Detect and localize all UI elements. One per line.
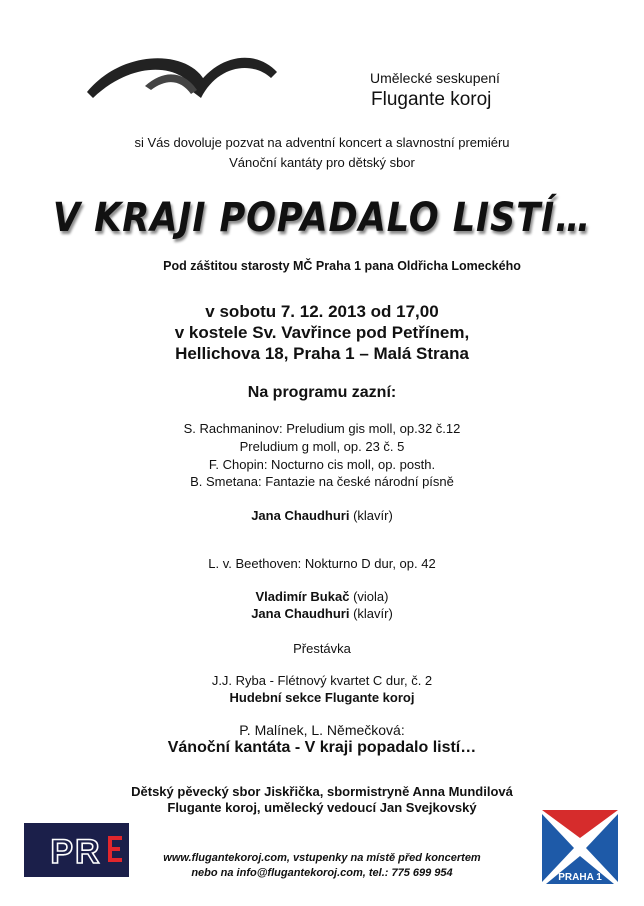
credits-line-1: Dětský pěvecký sbor Jiskřička, sbormistryně Anna Mundilová	[131, 784, 513, 799]
event-venue: v kostele Sv. Vavřince pod Petřínem,	[174, 323, 470, 342]
event-address: Hellichova 18, Praha 1 – Malá Strana	[175, 344, 469, 363]
ensemble-name: Flugante koroj	[371, 89, 492, 110]
program-item: J.J. Ryba - Flétnový kvartet C dur, č. 2	[211, 673, 433, 688]
footer-contact-line: nebo na info@flugantekoroj.com, tel.: 775 699 954	[191, 867, 453, 879]
program-item: Preludium g moll, op. 23 č. 5	[239, 439, 405, 454]
program-heading: Na programu zazní:	[247, 384, 397, 401]
performer-name: Vladimír Bukač	[255, 589, 350, 604]
performer-instrument: (klavír)	[353, 606, 393, 621]
performer-line	[0, 589, 644, 604]
ensemble-logo-icon	[85, 42, 285, 112]
performer-instrument: (viola)	[353, 589, 389, 604]
performer-line	[0, 606, 644, 621]
performer-name: Jana Chaudhuri	[251, 508, 350, 523]
program-item: S. Rachmaninov: Preludium gis moll, op.32 č.12	[183, 421, 461, 436]
praha1-logo-text: PRAHA 1	[558, 872, 602, 883]
svg-text:PR: PR	[50, 833, 102, 871]
performer-name: Hudební sekce Flugante koroj	[229, 690, 415, 705]
program-item: L. v. Beethoven: Nokturno D dur, op. 42	[208, 556, 436, 571]
cantata-title: Vánoční kantáta - V kraji popadalo listí…	[167, 739, 477, 756]
event-date: v sobotu 7. 12. 2013 od 17,00	[205, 302, 439, 321]
program-item: F. Chopin: Nocturno cis moll, op. posth.	[208, 457, 436, 472]
performer-name: Jana Chaudhuri	[251, 606, 350, 621]
footer-web-line: www.flugantekoroj.com, vstupenky na místě před koncertem	[163, 852, 481, 864]
patronage-line: Pod záštitou starosty MČ Praha 1 pana Oldřicha Lomeckého	[163, 259, 521, 273]
invitation-line-1: si Vás dovoluje pozvat na adventní koncert a slavnostní premiéru	[134, 135, 510, 150]
ensemble-subtitle: Umělecké seskupení	[370, 70, 500, 86]
cantata-authors: P. Malínek, L. Němečková:	[239, 722, 405, 738]
concert-title: V KRAJI POPADALO LISTÍ…	[52, 195, 592, 241]
invitation-line-2: Vánoční kantáty pro dětský sbor	[229, 155, 415, 170]
praha1-logo	[540, 808, 620, 888]
performer-line	[0, 508, 644, 523]
performer-instrument: (klavír)	[353, 508, 393, 523]
intermission-label: Přestávka	[293, 641, 351, 656]
credits-line-2: Flugante koroj, umělecký vedoucí Jan Svejkovský	[167, 800, 477, 815]
program-item: B. Smetana: Fantazie na české národní písně	[190, 474, 454, 489]
